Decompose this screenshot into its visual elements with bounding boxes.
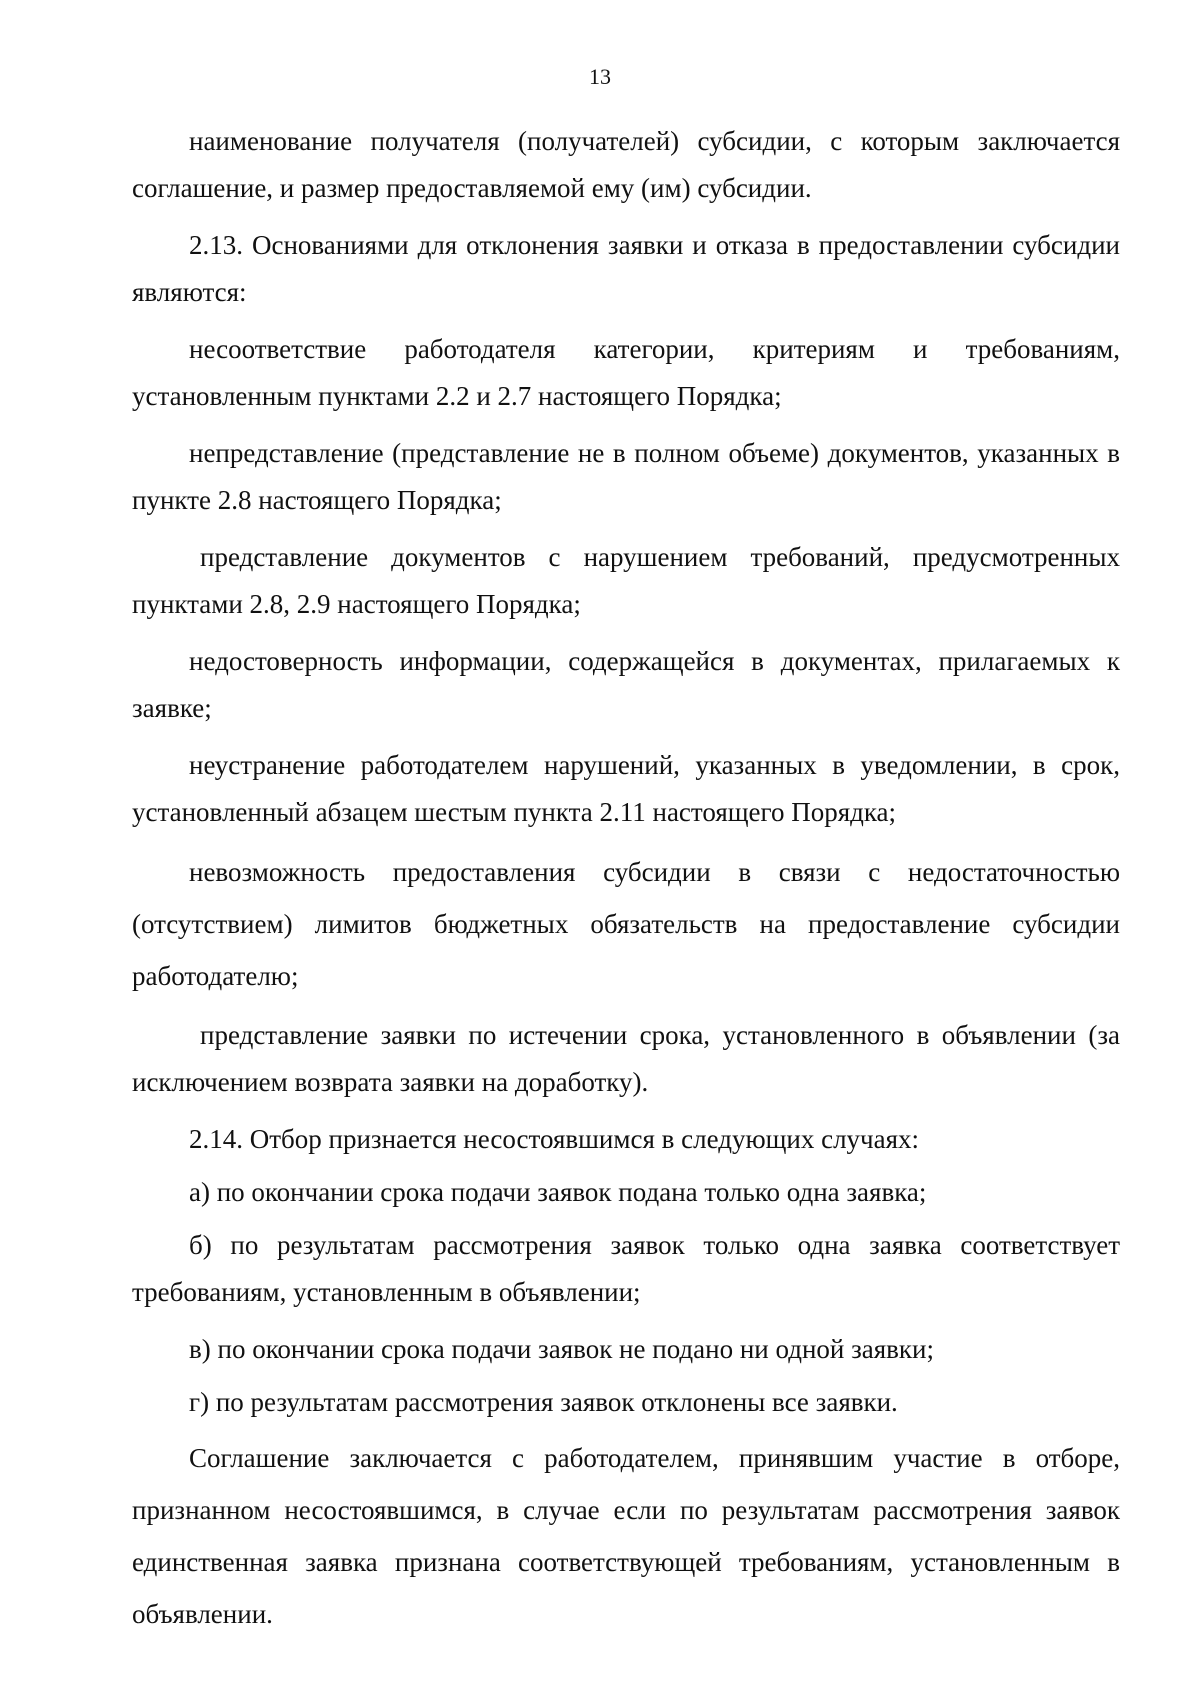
paragraph-late-submission: представление заявки по истечении срока, установленного в объявлении (за исключением возврата заявки на доработку). <box>132 1020 1120 1097</box>
paragraph-unreliable-information: недостоверность информации, содержащейся в документах, прилагаемых к заявке; <box>132 646 1120 723</box>
paragraph-insufficient-limits: невозможность предоставления субсидии в связи с недостаточностью (отсутствием) лимитов бюджетных обязательств на предоставление субсидии работодателю; <box>132 857 1120 991</box>
paragraph-case-b: б) по результатам рассмотрения заявок только одна заявка соответствует требованиям, установленным в объявлении; <box>132 1230 1120 1307</box>
paragraph-case-d: г) по результатам рассмотрения заявок отклонены все заявки. <box>189 1387 898 1417</box>
paragraph-2-14-heading: 2.14. Отбор признается несостоявшимся в следующих случаях: <box>189 1124 920 1154</box>
paragraph-case-a: а) по окончании срока подачи заявок подана только одна заявка; <box>189 1177 927 1207</box>
paragraph-case-c: в) по окончании срока подачи заявок не подано ни одной заявки; <box>189 1334 934 1364</box>
paragraph-violations-not-eliminated: неустранение работодателем нарушений, указанных в уведомлении, в срок, установленный абзацем шестым пункта 2.11 настоящего Порядка; <box>132 750 1120 827</box>
paragraph-recipient-name: наименование получателя (получателей) субсидии, с которым заключается соглашение, и размер предоставляемой ему (им) субсидии. <box>132 126 1120 203</box>
paragraph-2-13-heading: 2.13. Основаниями для отклонения заявки и отказа в предоставлении субсидии являются: <box>132 230 1120 307</box>
paragraph-documents-violation: представление документов с нарушением требований, предусмотренных пунктами 2.8, 2.9 настоящего Порядка; <box>132 542 1120 619</box>
paragraph-documents-not-submitted: непредставление (представление не в полном объеме) документов, указанных в пункте 2.8 настоящего Порядка; <box>132 438 1120 515</box>
page-number: 13 <box>589 64 611 89</box>
document-body <box>132 118 1120 1650</box>
paragraph-noncompliance: несоответствие работодателя категории, критериям и требованиям, установленным пунктами 2.2 и 2.7 настоящего Порядка; <box>132 334 1120 411</box>
paragraph-agreement: Соглашение заключается с работодателем, принявшим участие в отборе, признанном несостоявшимся, в случае если по результатам рассмотрения заявок единственная заявка признана соответствующей требованиям, установленным в объявлении. <box>132 1443 1120 1629</box>
